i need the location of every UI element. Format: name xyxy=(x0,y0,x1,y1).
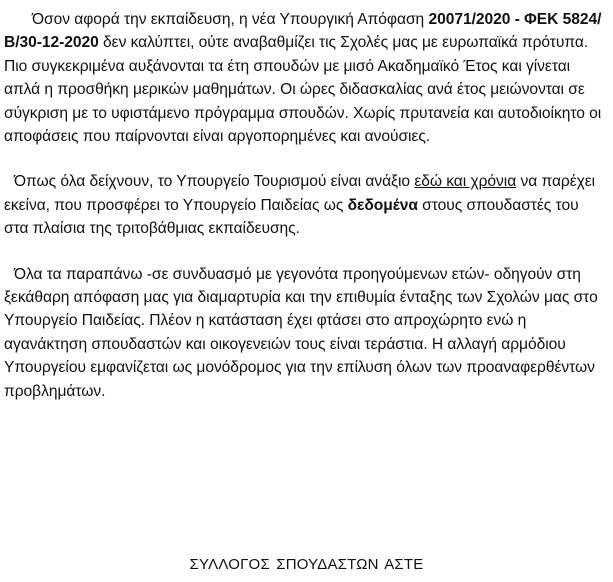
paragraph-education-text-2: δεν καλύπτει, ούτε αναβαθμίζει τις Σχολές μας με ευρωπαϊκά πρότυπα. Πιο συγκεκριμένα αυξάνονται τα έτη σπουδών με μισό Ακαδημαϊκό Έτος και γίνεται απλά η προσθήκη μερικών μαθημάτων. Οι ώρες διδασκαλίας ανά έτος μειώνονται σε σύγκριση με το υφιστάμενο πρόγραμμα σπουδών. Χωρίς πρυτανεία και αυτοδιοίκητο οι αποφάσεις που παίρνονται είναι αργοπορημένες και ανούσιες. xyxy=(4,34,602,146)
paragraph-ministry-text-2: να παρέχει εκείνα, που προσφέρει το Υπουργείο Παιδείας ως xyxy=(4,173,596,214)
underlined-phrase: εδώ και χρόνια xyxy=(414,173,517,191)
decision-reference: 20071/2020 - ΦΕΚ 5824/Β/30-12-2020 xyxy=(4,11,602,52)
paragraph-education-text-1: Όσον αφορά την εκπαίδευση, η νέα Υπουργική Απόφαση xyxy=(32,11,429,28)
paragraph-conclusion xyxy=(4,263,603,403)
signature: ΣΥΛΛΟΓΟΣ ΣΠΟΥΔΑΣΤΩΝ ΑΣΤΕ xyxy=(189,556,424,573)
paragraph-conclusion-text: Όλα τα παραπάνω -σε συνδυασμό με γεγονότα προηγούμενων ετών- οδηγούν στη ξεκάθαρη απόφαση μας για διαμαρτυρία και την επιθυμία ένταξης των Σχολών μας στο Υπουργείο Παιδείας. Πλέον η κατάσταση έχει φτάσει στο απροχώρητο ενώ η αγανάκτηση σπουδαστών και οικογενειών τους είναι τεράστια. Η αλλαγή αρμόδιου Υπουργείου εμφανίζεται ως μονόδρομος για την επίλυση όλων των προαναφερθέντων προβλημάτων. xyxy=(4,265,598,400)
paragraph-education xyxy=(4,8,603,148)
paragraph-ministry-text-3: στους σπουδαστές του στα πλαίσια της τριτοβάθμιας εκπαίδευσης. xyxy=(4,196,579,238)
bold-word: δεδομένα xyxy=(347,196,418,214)
paragraph-ministry-text-1: Όπως όλα δείχνουν, το Υπουργείο Τουρισμού είναι ανάξιο xyxy=(14,173,415,191)
paragraph-ministry-tourism xyxy=(4,170,603,240)
